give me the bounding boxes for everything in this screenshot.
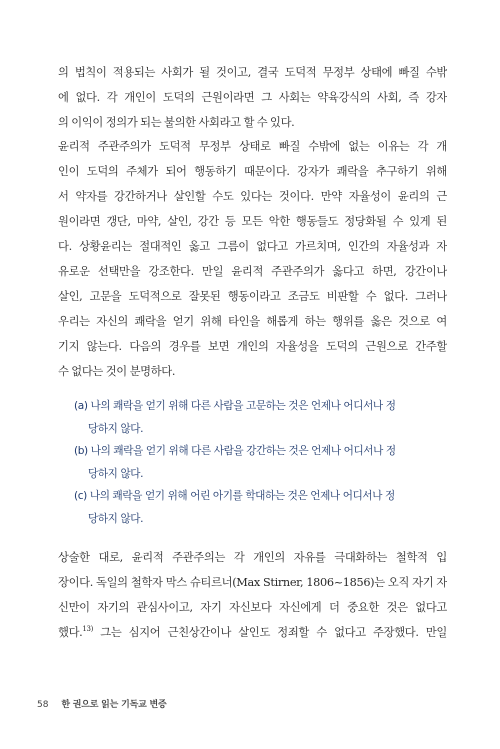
example-line: (c) 나의 쾌락을 얻기 위해 어린 아기를 학대하는 것은 언제나 어디서나 정 (74, 490, 395, 502)
paragraph-3 (58, 545, 447, 645)
example-line: (a) 나의 쾌락을 얻기 위해 다른 사람을 고문하는 것은 언제나 어디서나 정 (74, 400, 396, 412)
text-line: 인이 도덕의 주체가 되어 행동하기 때문이다. 강자가 쾌락을 추구하기 위해 (58, 165, 447, 178)
footnote-marker: 13) (82, 625, 93, 634)
text-line: 원이라면 갱단, 마약, 살인, 강간 등 모든 악한 행동들도 정당화될 수 있게 된 (58, 215, 447, 228)
text-line: 유로운 선택만을 강조한다. 만일 윤리적 주관주의가 옳다고 하면, 강간이나 (58, 265, 447, 278)
example-line: 당하지 않다. (88, 512, 144, 525)
example-line: 당하지 않다. (88, 467, 144, 480)
text-line: 의 법칙이 적용되는 사회가 될 것이고, 결국 도덕적 무정부 상태에 빠질 수밖 (58, 66, 447, 79)
page-number: 58 (37, 700, 49, 710)
text-line: 신만이 자기의 관심사이고, 자기 자신보다 자신에게 더 중요한 것은 없다고 (58, 601, 447, 614)
text-line: 우리는 자신의 쾌락을 얻기 위해 타인을 해롭게 하는 행위를 옳은 것으로 여 (58, 315, 447, 328)
text-segment: 했다. (58, 626, 83, 639)
example-item-a (74, 395, 426, 440)
text-line: 의 이익이 정의가 되는 불의한 사회라고 할 수 있다. (58, 116, 295, 129)
paragraph-2 (58, 134, 447, 384)
example-item-b (74, 440, 426, 485)
text-line: 다. 상황윤리는 절대적인 옳고 그름이 없다고 가르치며, 인간의 자율성과 자 (58, 240, 447, 253)
text-line (58, 620, 447, 645)
example-list (74, 395, 426, 530)
text-line: 수 없다는 것이 분명하다. (58, 365, 176, 378)
text-line: 살인, 고문을 도덕적으로 잘못된 행동이라고 조금도 비판할 수 없다. 그러나 (58, 290, 447, 303)
text-segment: 그는 심지어 근친상간이나 살인도 정죄할 수 없다고 주장했다. 만일 (92, 626, 447, 639)
book-title: 한 권으로 읽는 기독교 변증 (61, 700, 167, 710)
text-line: 에 없다. 각 개인이 도덕의 근원이라면 그 사회는 약육강식의 사회, 즉 강자 (58, 91, 447, 104)
example-line: (b) 나의 쾌락을 얻기 위해 다른 사람을 강간하는 것은 언제나 어디서나 정 (74, 445, 396, 457)
example-item-c (74, 485, 426, 530)
text-line: 서 약자를 강간하거나 살인할 수도 있다는 것이다. 만약 자율성이 윤리의 근 (58, 190, 447, 203)
paragraph-1 (58, 60, 447, 135)
text-line: 상술한 대로, 윤리적 주관주의는 각 개인의 자유를 극대화하는 철학적 입 (58, 551, 447, 564)
page-footer (37, 697, 167, 710)
text-line: 장이다. 독일의 철학자 막스 슈티르너(Max Stirner, 1806~1856)는 오직 자기 자 (58, 576, 447, 589)
example-line: 당하지 않다. (88, 422, 144, 435)
text-line: 윤리적 주관주의가 도덕적 무정부 상태로 빠질 수밖에 없는 이유는 각 개 (58, 140, 447, 153)
text-line: 기지 않는다. 다음의 경우를 보면 개인의 자율성을 도덕의 근원으로 간주할 (58, 340, 447, 353)
